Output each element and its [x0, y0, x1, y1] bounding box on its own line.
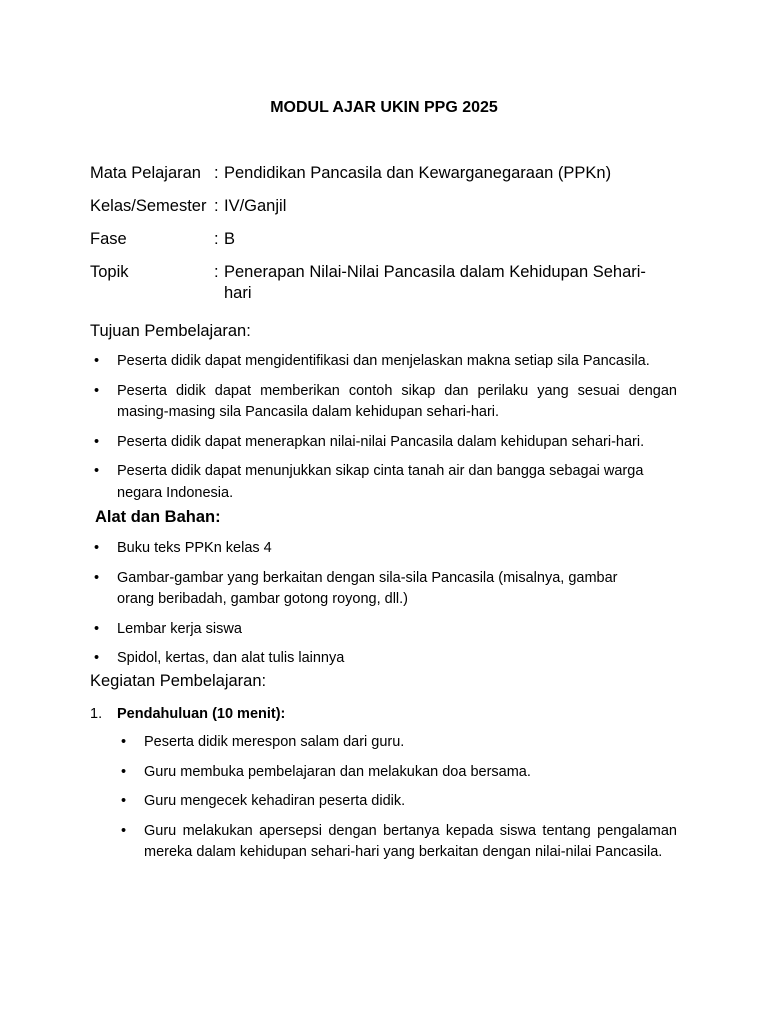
list-item-text: Peserta didik dapat mengidentifikasi dan menjelaskan makna setiap sila Pancasila.	[117, 353, 650, 369]
document-title: MODUL AJAR UKIN PPG 2025	[270, 99, 498, 116]
info-colon: :	[214, 164, 219, 182]
info-value: Penerapan Nilai-Nilai Pancasila dalam Kehidupan Sehari-hari	[224, 263, 646, 302]
list-item-text: Gambar-gambar yang berkaitan dengan sila-sila Pancasila (misalnya, gambar orang beribadah, gambar gotong royong, dll.)	[117, 569, 618, 607]
list-item	[121, 732, 677, 754]
list-item	[94, 461, 667, 504]
list-item-text: Guru mengecek kehadiran peserta didik.	[144, 793, 406, 809]
info-label: Topik	[90, 263, 129, 281]
list-item-text: Peserta didik dapat menunjukkan sikap cinta tanah air dan bangga sebagai warga negara Indonesia.	[117, 463, 644, 501]
bullet-icon: •	[94, 382, 100, 399]
kegiatan-step-1	[90, 704, 286, 725]
list-item	[94, 568, 657, 611]
step-number: 1.	[90, 706, 103, 722]
info-label: Mata Pelajaran	[90, 164, 201, 182]
list-item	[94, 381, 677, 424]
alat-list	[94, 538, 657, 670]
list-item	[94, 432, 677, 454]
list-item-text: Buku teks PPKn kelas 4	[117, 540, 272, 556]
list-item-text: Guru membuka pembelajaran dan melakukan doa bersama.	[144, 763, 531, 780]
info-colon: :	[214, 230, 219, 248]
list-item-text: Peserta didik dapat memberikan contoh sikap dan perilaku yang sesuai dengan masing-masing sila Pancasila dalam kehidupan sehari-hari.	[117, 382, 677, 420]
bullet-icon: •	[94, 540, 100, 556]
list-item	[94, 538, 657, 560]
info-value: IV/Ganjil	[224, 197, 287, 215]
info-label: Kelas/Semester	[90, 197, 207, 215]
list-item	[94, 619, 657, 641]
step-label: Pendahuluan (10 menit):	[117, 706, 286, 722]
bullet-icon: •	[94, 433, 100, 450]
section-heading-tujuan: Tujuan Pembelajaran:	[90, 322, 251, 340]
info-value: B	[224, 230, 236, 248]
info-label: Fase	[90, 230, 127, 248]
bullet-icon: •	[121, 763, 127, 780]
bullet-icon: •	[94, 353, 100, 369]
bullet-icon: •	[94, 650, 100, 666]
bullet-icon: •	[121, 822, 127, 839]
info-value: Pendidikan Pancasila dan Kewarganegaraan (PPKn)	[224, 164, 612, 182]
bullet-icon: •	[121, 793, 127, 809]
list-item	[121, 762, 677, 784]
list-item-text: Lembar kerja siswa	[117, 620, 242, 637]
list-item-text: Guru melakukan apersepsi dengan bertanya kepada siswa tentang pengalaman mereka dalam kehidupan sehari-hari yang berkaitan dengan nilai-nilai Pancasila.	[144, 822, 677, 860]
list-item-text: Peserta didik dapat menerapkan nilai-nilai Pancasila dalam kehidupan sehari-hari.	[117, 433, 645, 450]
list-item	[121, 791, 677, 813]
bullet-icon: •	[94, 620, 100, 637]
list-item-text: Peserta didik merespon salam dari guru.	[144, 734, 405, 750]
info-colon: :	[214, 263, 219, 281]
list-item	[121, 821, 677, 864]
list-item	[94, 351, 677, 373]
section-heading-kegiatan: Kegiatan Pembelajaran:	[90, 672, 267, 690]
bullet-icon: •	[94, 463, 100, 479]
tujuan-list	[94, 351, 677, 504]
bullet-icon: •	[94, 569, 100, 586]
list-item-text: Spidol, kertas, dan alat tulis lainnya	[117, 650, 345, 666]
list-item	[94, 648, 657, 670]
pendahuluan-list	[121, 732, 677, 864]
info-colon: :	[214, 197, 219, 215]
section-heading-alat: Alat dan Bahan:	[95, 508, 221, 526]
bullet-icon: •	[121, 734, 127, 750]
